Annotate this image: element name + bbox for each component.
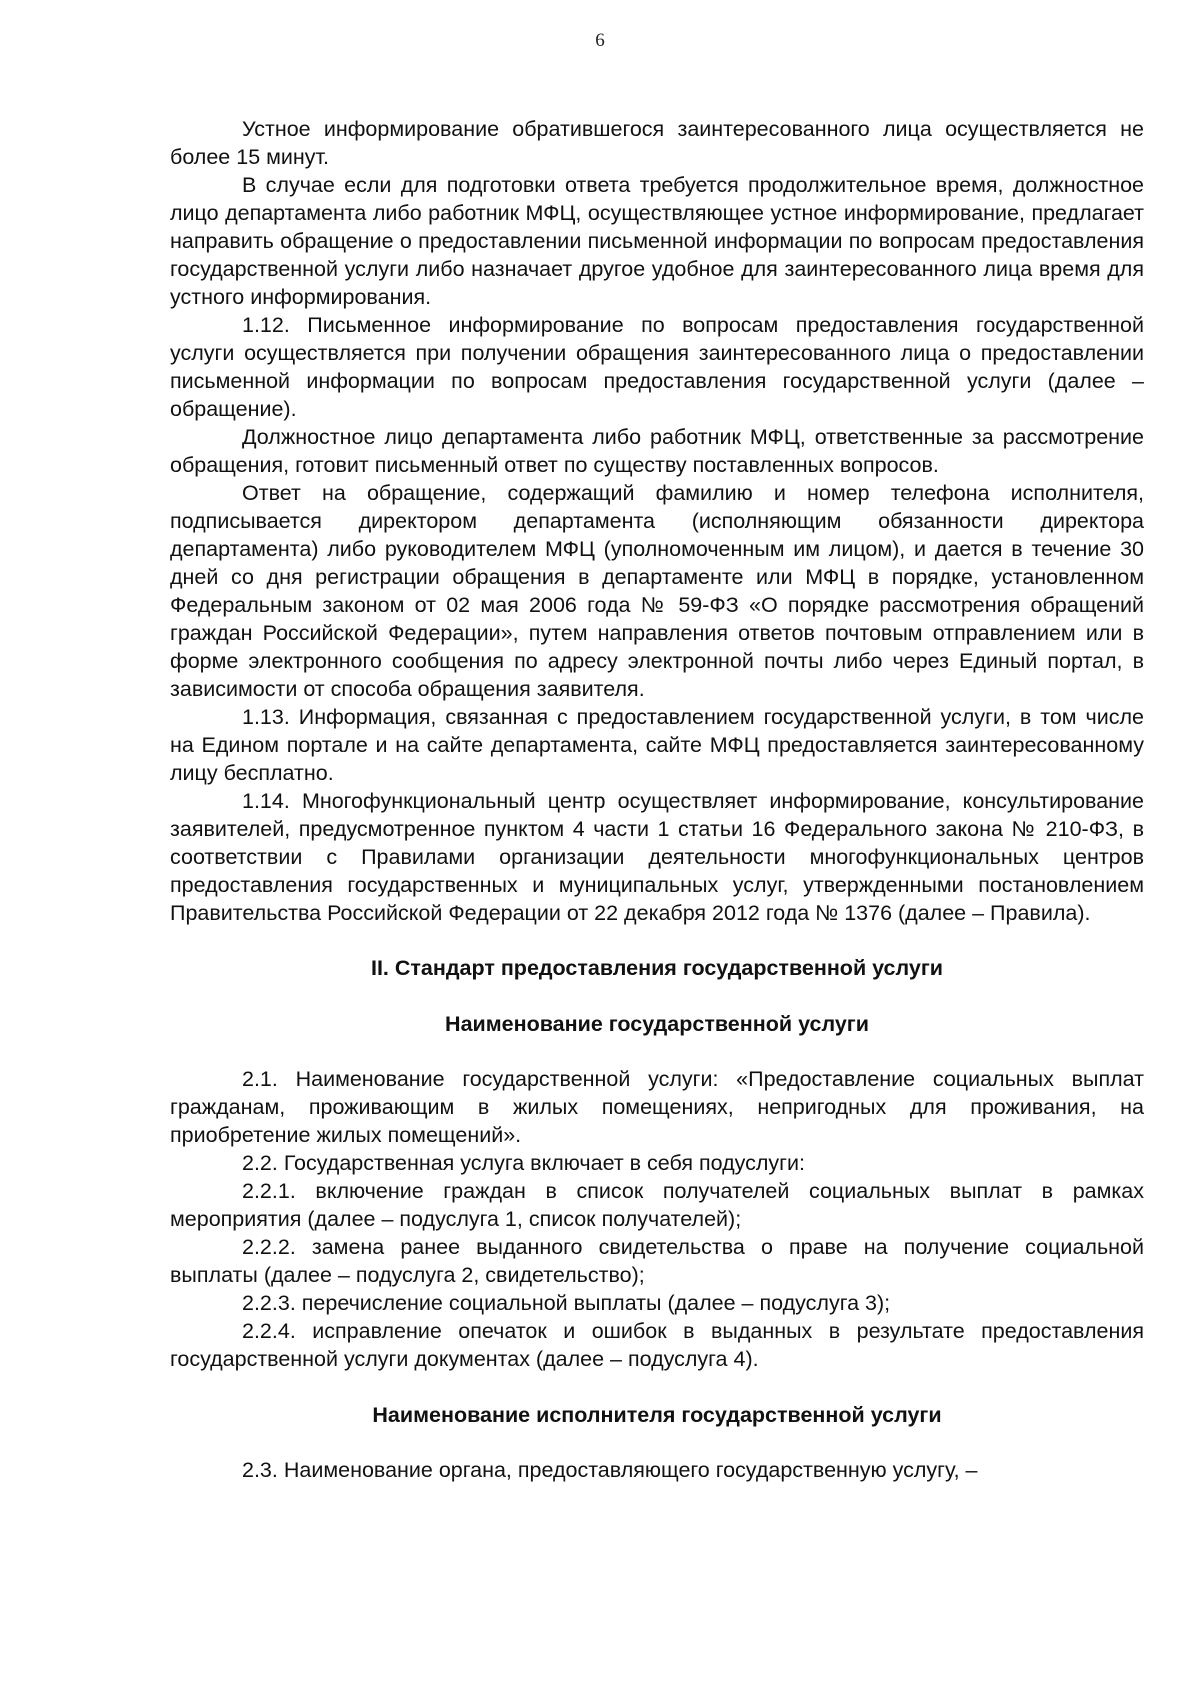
paragraph-item-1-12: 1.12. Письменное информирование по вопросам предоставления государственной услуги осуществляется при получении обращения заинтересованного лица о предоставлении письменной информации по вопросам предоставления государственной услуги (далее – обращение). bbox=[170, 313, 1144, 421]
paragraph-item-1-14: 1.14. Многофункциональный центр осуществляет информирование, консультирование заявителей, предусмотренное пунктом 4 части 1 статьи 16 Федерального закона № 210-ФЗ, в соответствии с Правилами организации деятельности многофункциональных центров предоставления государственных и муниципальных услуг, утвержденными постановлением Правительства Российской Федерации от 22 декабря 2012 года № 1376 (далее – Правила). bbox=[170, 789, 1144, 925]
paragraph-item-2-2-3: 2.2.3. перечисление социальной выплаты (далее – подуслуга 3); bbox=[242, 1291, 891, 1315]
document-body bbox=[170, 115, 1144, 1484]
section-heading: II. Стандарт предоставления государственной услуги bbox=[370, 956, 944, 980]
paragraph-item-1-13: 1.13. Информация, связанная с предоставлением государственной услуги, в том числе на Едином портале и на сайте департамента, сайте МФЦ предоставляется заинтересованному лицу бесплатно. bbox=[170, 705, 1144, 785]
paragraph: Должностное лицо департамента либо работник МФЦ, ответственные за рассмотрение обращения, готовит письменный ответ по существу поставленных вопросов. bbox=[170, 425, 1144, 477]
subheading-executor: Наименование исполнителя государственной услуги bbox=[372, 1403, 942, 1427]
paragraph: Ответ на обращение, содержащий фамилию и номер телефона исполнителя, подписывается директором департамента (исполняющим обязанности директора департамента) либо руководителем МФЦ (уполномоченным им лицом), и дается в течение 30 дней со дня регистрации обращения в департаменте или МФЦ в порядке, установленном Федеральным законом от 02 мая 2006 года № 59-ФЗ «О порядке рассмотрения обращений граждан Российской Федерации», путем направления ответов почтовым отправлением или в форме электронного сообщения по адресу электронной почты либо через Единый портал, в зависимости от способа обращения заявителя. bbox=[170, 481, 1144, 701]
paragraph-item-2-2-2: 2.2.2. замена ранее выданного свидетельства о праве на получение социальной выплаты (далее – подуслуга 2, свидетельство); bbox=[170, 1235, 1144, 1287]
subheading-service-name: Наименование государственной услуги bbox=[445, 1012, 869, 1036]
paragraph-item-2-2: 2.2. Государственная услуга включает в себя подуслуги: bbox=[242, 1151, 806, 1175]
paragraph-item-2-1: 2.1. Наименование государственной услуги: «Предоставление социальных выплат гражданам, проживающим в жилых помещениях, непригодных для проживания, на приобретение жилых помещений». bbox=[170, 1067, 1144, 1147]
page-number: 6 bbox=[595, 30, 605, 51]
paragraph-item-2-2-1: 2.2.1. включение граждан в список получателей социальных выплат в рамках мероприятия (далее – подуслуга 1, список получателей); bbox=[170, 1179, 1144, 1231]
paragraph: Устное информирование обратившегося заинтересованного лица осуществляется не более 15 минут. bbox=[170, 117, 1144, 169]
paragraph-item-2-2-4: 2.2.4. исправление опечаток и ошибок в выданных в результате предоставления государственной услуги документах (далее – подуслуга 4). bbox=[170, 1319, 1144, 1371]
paragraph-item-2-3: 2.3. Наименование органа, предоставляющего государственную услугу, – bbox=[242, 1458, 978, 1482]
paragraph: В случае если для подготовки ответа требуется продолжительное время, должностное лицо департамента либо работник МФЦ, осуществляющее устное информирование, предлагает направить обращение о предоставлении письменной информации по вопросам предоставления государственной услуги либо назначает другое удобное для заинтересованного лица время для устного информирования. bbox=[170, 173, 1144, 309]
